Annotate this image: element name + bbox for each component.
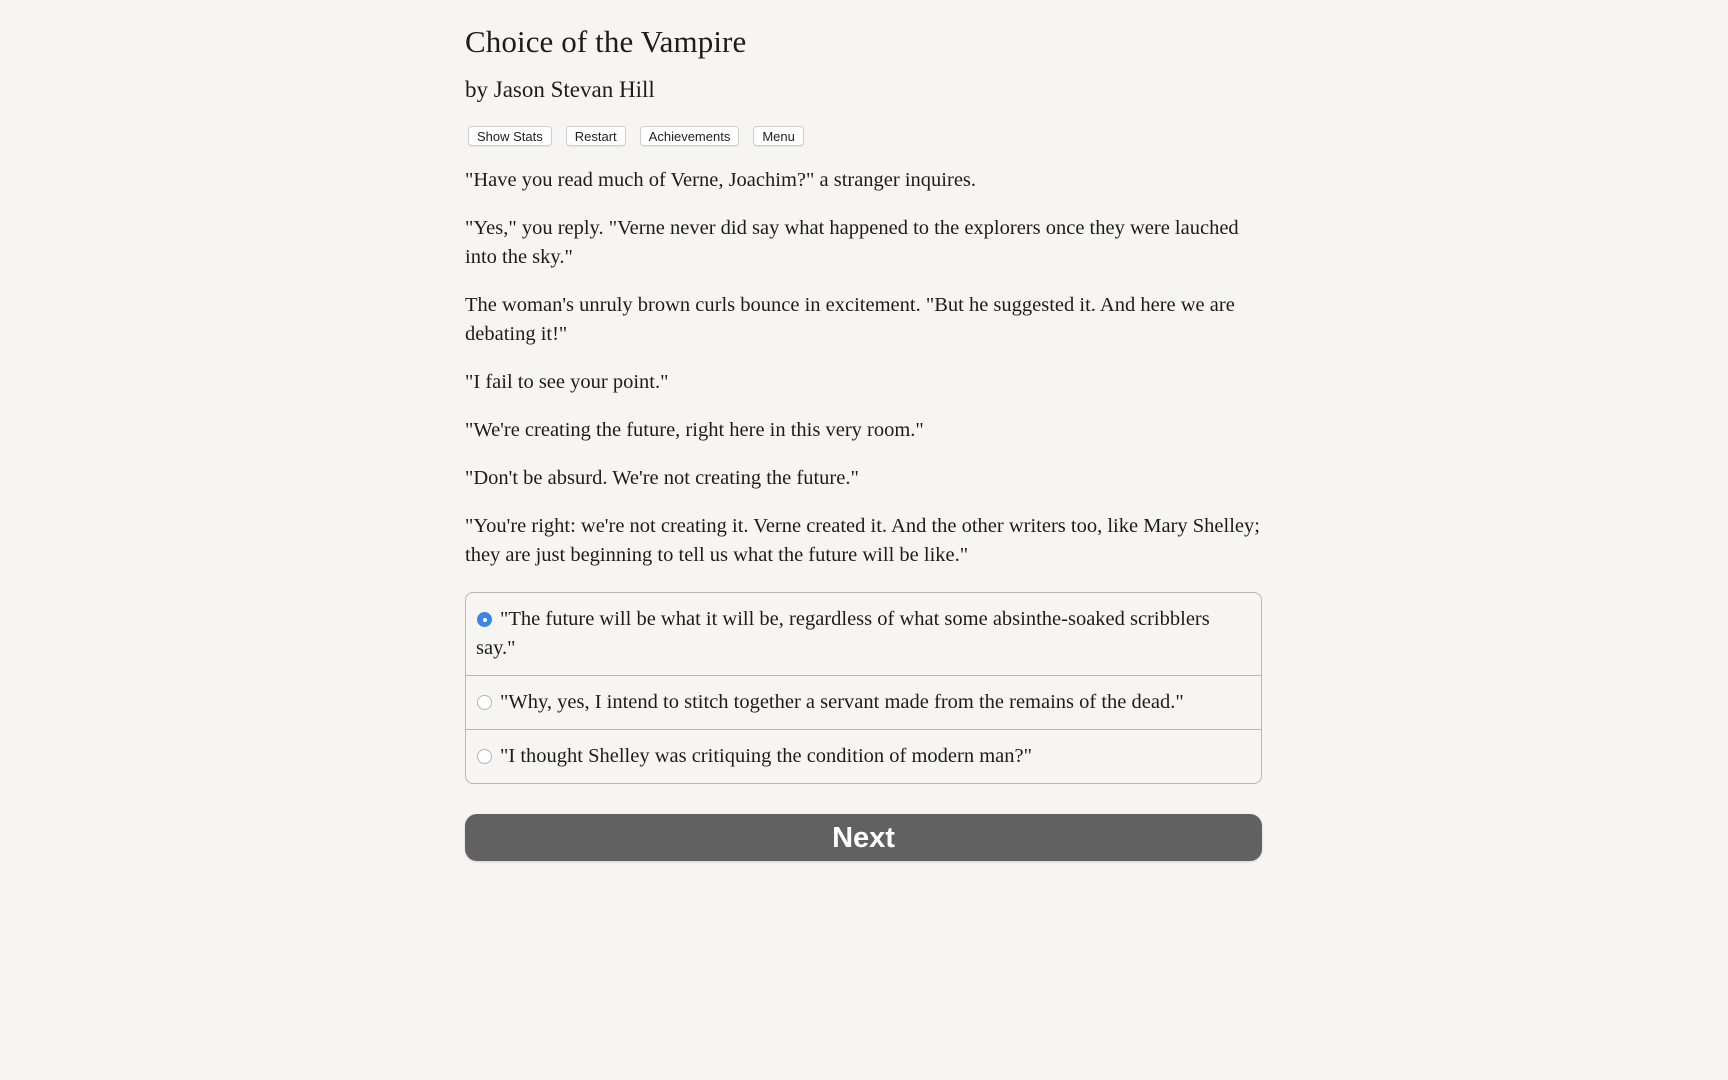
choice-option-3[interactable] — [466, 729, 1261, 783]
menu-button[interactable]: Menu — [753, 126, 804, 146]
radio-selected-icon[interactable] — [477, 612, 492, 627]
story-paragraph: "Have you read much of Verne, Joachim?" a stranger inquires. — [465, 169, 977, 191]
achievements-button[interactable]: Achievements — [640, 126, 740, 146]
choice-label: "Why, yes, I intend to stitch together a servant made from the remains of the dead." — [500, 691, 1184, 713]
radio-unselected-icon[interactable] — [477, 749, 492, 764]
choice-option-1[interactable] — [466, 593, 1261, 675]
choice-list — [465, 592, 1262, 784]
story-paragraph: "We're creating the future, right here in this very room." — [465, 419, 924, 441]
story-paragraph: "Yes," you reply. "Verne never did say what happened to the explorers once they were lauched into the sky." — [465, 217, 1239, 268]
radio-unselected-icon[interactable] — [477, 695, 492, 710]
story-paragraph: The woman's unruly brown curls bounce in excitement. "But he suggested it. And here we are debating it!" — [465, 294, 1235, 345]
choice-option-2[interactable] — [466, 675, 1261, 729]
story-text — [465, 166, 1262, 589]
restart-button[interactable]: Restart — [566, 126, 626, 146]
choice-label: "The future will be what it will be, regardless of what some absinthe-soaked scribblers say." — [476, 608, 1210, 659]
show-stats-button[interactable]: Show Stats — [468, 126, 552, 146]
game-title: Choice of the Vampire — [465, 24, 747, 59]
game-author: by Jason Stevan Hill — [465, 77, 655, 102]
toolbar — [468, 126, 804, 146]
story-paragraph: "I fail to see your point." — [465, 371, 669, 393]
choice-label: "I thought Shelley was critiquing the condition of modern man?" — [500, 745, 1032, 767]
next-button[interactable]: Next — [465, 814, 1262, 861]
story-paragraph: "You're right: we're not creating it. Verne created it. And the other writers too, like Mary Shelley; they are just beginning to tell us what the future will be like." — [465, 515, 1260, 566]
story-paragraph: "Don't be absurd. We're not creating the future." — [465, 467, 859, 489]
